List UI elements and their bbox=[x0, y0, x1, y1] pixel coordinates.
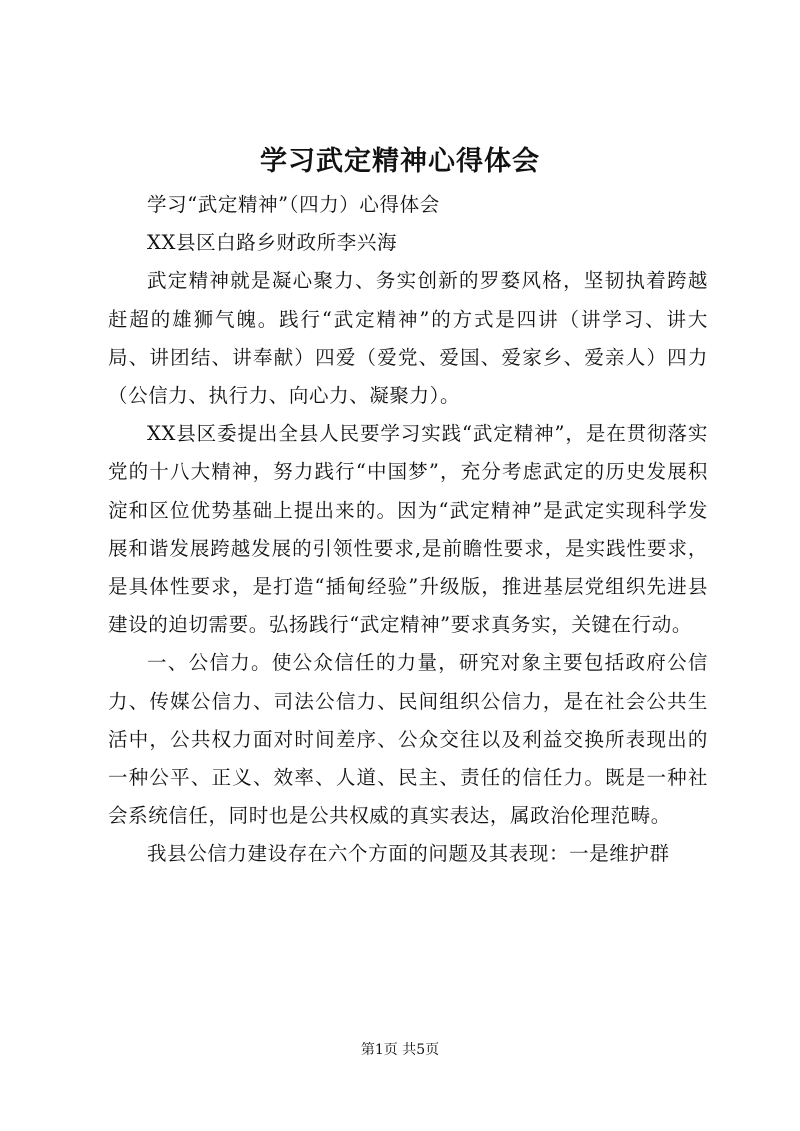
body-paragraph: 我县公信力建设存在六个方面的问题及其表现：一是维护群 bbox=[147, 842, 670, 866]
subtitle-paragraph: 学习“武定精神”（四力）心得体会 bbox=[147, 193, 440, 216]
body-paragraph: 武定精神就是凝心聚力、务实创新的罗婺风格，坚韧执着跨越赶超的雄狮气魄。践行“武定精神”的方式是四讲（讲学习、讲大局、讲团结、讲奉献）四爱（爱党、爱国、爱家乡、爱亲人）四力（公信力、执行力、向心力、凝聚力）。 bbox=[108, 269, 708, 408]
author-paragraph: XX县区白路乡财政所李兴海 bbox=[147, 231, 398, 255]
document-body bbox=[108, 186, 708, 874]
document-title: 学习武定精神心得体会 bbox=[260, 146, 540, 177]
body-paragraph: 一、公信力。使公众信任的力量，研究对象主要包括政府公信力、传媒公信力、司法公信力、民间组织公信力，是在社会公共生活中，公共权力面对时间差序、公众交往以及利益交换所表现出的一种公平、正义、效率、人道、民主、责任的信任力。既是一种社会系统信任，同时也是公共权威的真实表达，属政治伦理范畴。 bbox=[108, 651, 708, 828]
body-paragraph: XX县区委提出全县人民要学习实践“武定精神”，是在贯彻落实党的十八大精神，努力践行“中国梦”，充分考虑武定的历史发展积淀和区位优势基础上提出来的。因为“武定精神”是武定实现科学发展和谐发展跨越发展的引领性要求,是前瞻性要求，是实践性要求，是具体性要求，是打造“插甸经验”升级版，推进基层党组织先进县建设的迫切需要。弘扬践行“武定精神”要求真务实，关键在行动。 bbox=[108, 422, 708, 637]
page-footer: 第1页 共5页 bbox=[360, 1042, 440, 1058]
